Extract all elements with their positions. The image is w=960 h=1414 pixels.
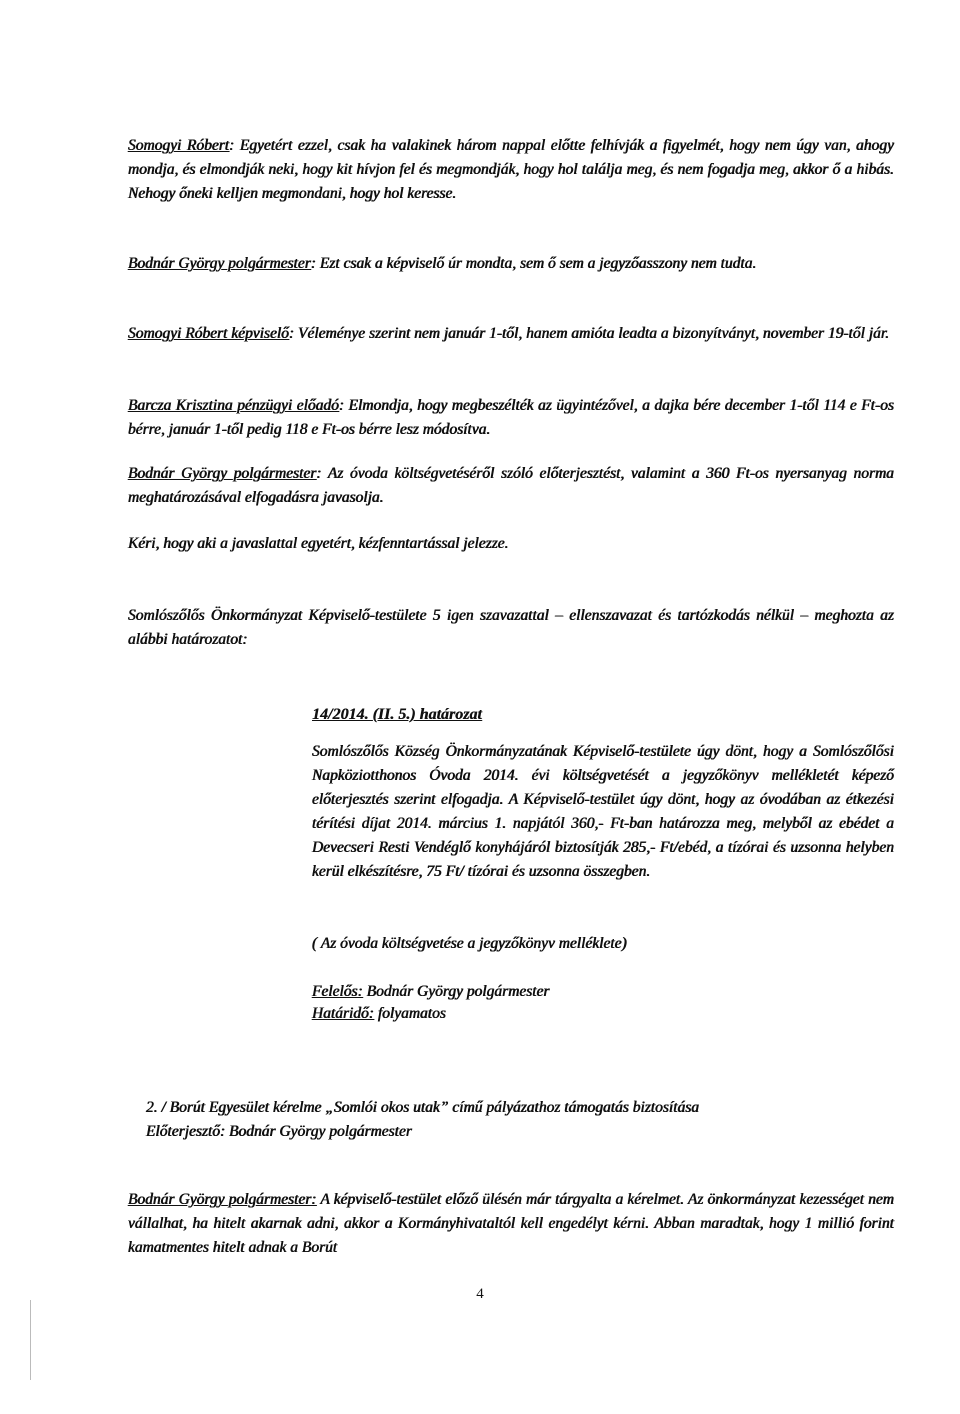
speaker-name: Bodnár György polgármester [128, 465, 317, 482]
speaker-name: Somogyi Róbert [128, 137, 230, 154]
paragraph-vote-request [128, 532, 894, 556]
agenda-item-presenter: Előterjesztő: Bodnár György polgármester [146, 1123, 412, 1140]
paragraph-text: : Egyetért ezzel, csak ha valakinek három nappal előtte felhívják a figyelmét, hogy nem úgy van, ahogy mondja, és elmondják neki, hogy kit hívjon fel és megmondják, hogy hol találja meg, és nem fogadja meg, akkor ő a hibás. Nehogy őneki kelljen megmondani, hogy hol keresse. [128, 137, 894, 202]
scan-edge-mark [30, 1300, 31, 1380]
page-number: 4 [476, 1286, 484, 1302]
speaker-name: Bodnár György polgármester: [128, 1191, 317, 1208]
speaker-name: Somogyi Róbert képviselő [128, 325, 289, 342]
paragraph-text: : Elmondja, hogy megbeszélték az ügyintézővel, a dajka bére december 1-től 114 e Ft-os bérre, január 1-től pedig 118 e Ft-os bérre lesz módosítva. [128, 397, 894, 438]
speaker-name: Barcza Krisztina pénzügyi előadó [128, 397, 339, 414]
paragraph-somogyi-2 [128, 322, 894, 346]
paragraph-text: A képviselő-testület előző ülésén már tárgyalta a kérelmet. Az önkormányzat kezességet nem vállalhat, ha hitelt akarnak adni, akkor a Kormányhivataltól kell engedélyt kérni. Abban maradtak, hogy 1 millió forint kamatmentes hitelt adnak a Borút [128, 1191, 895, 1256]
deadline-label: Határidő: [312, 1005, 374, 1022]
deadline-line [312, 1002, 446, 1026]
resolution-body: Somlószőlős Község Önkormányzatának Képviselő-testülete úgy dönt, hogy a Somlószőlősi Napköziotthonos Óvoda 2014. évi költségvetését a jegyzőkönyv mellékletét képező előterjesztés szerint elfogadja. A Képviselő-testület úgy dönt, hogy az óvodában az étkezési térítési díjat 2014. március 1. napjától 360,- Ft-ban határozza meg, melyből az ebédet a Devecseri Resti Vendéglő konyhájáról biztosítják 285,- Ft/ebéd, a tízórai és uzsonna helyben kerül elkészítésre, 75 Ft/ tízórai és uzsonna összegben. [312, 743, 894, 880]
paragraph-somogyi-1 [128, 134, 894, 206]
paragraph-text: : Véleménye szerint nem január 1-től, hanem amióta leadta a bizonyítványt, november 19-től jár. [288, 325, 890, 342]
responsible-line [312, 980, 550, 1004]
deadline-value: folyamatos [374, 1005, 446, 1022]
paragraph-text: : Ezt csak a képviselő úr mondta, sem ő sem a jegyzőasszony nem tudta. [310, 255, 757, 272]
paragraph-text: Somlószőlős Önkormányzat Képviselő-testülete 5 igen szavazattal – ellenszavazat és tartózkodás nélkül – meghozta az alábbi határozatot: [128, 607, 894, 648]
paragraph-text: Kéri, hogy aki a javaslattal egyetért, kézfenntartással jelezze. [128, 535, 509, 552]
paragraph-bodnar-2 [128, 462, 894, 510]
paragraph-vote-result [128, 604, 894, 652]
agenda-item-title: 2. / Borút Egyesület kérelme „Somlói okos utak” című pályázathoz támogatás biztosítása [146, 1099, 700, 1116]
responsible-value: Bodnár György polgármester [362, 983, 550, 1000]
paragraph-text: : Az óvoda költségvetéséről szóló előterjesztést, valamint a 360 Ft-os nyersanyag norma meghatározásával elfogadásra javasolja. [128, 465, 894, 506]
speaker-name: Bodnár György polgármester [128, 255, 311, 272]
responsible-label: Felelős: [312, 983, 363, 1000]
resolution-note: ( Az óvoda költségvetése a jegyzőkönyv melléklete) [312, 935, 627, 952]
paragraph-bodnar-3 [128, 1188, 894, 1260]
paragraph-bodnar-1 [128, 252, 894, 276]
resolution-title: 14/2014. (II. 5.) határozat [312, 706, 482, 723]
paragraph-barcza [128, 394, 894, 442]
